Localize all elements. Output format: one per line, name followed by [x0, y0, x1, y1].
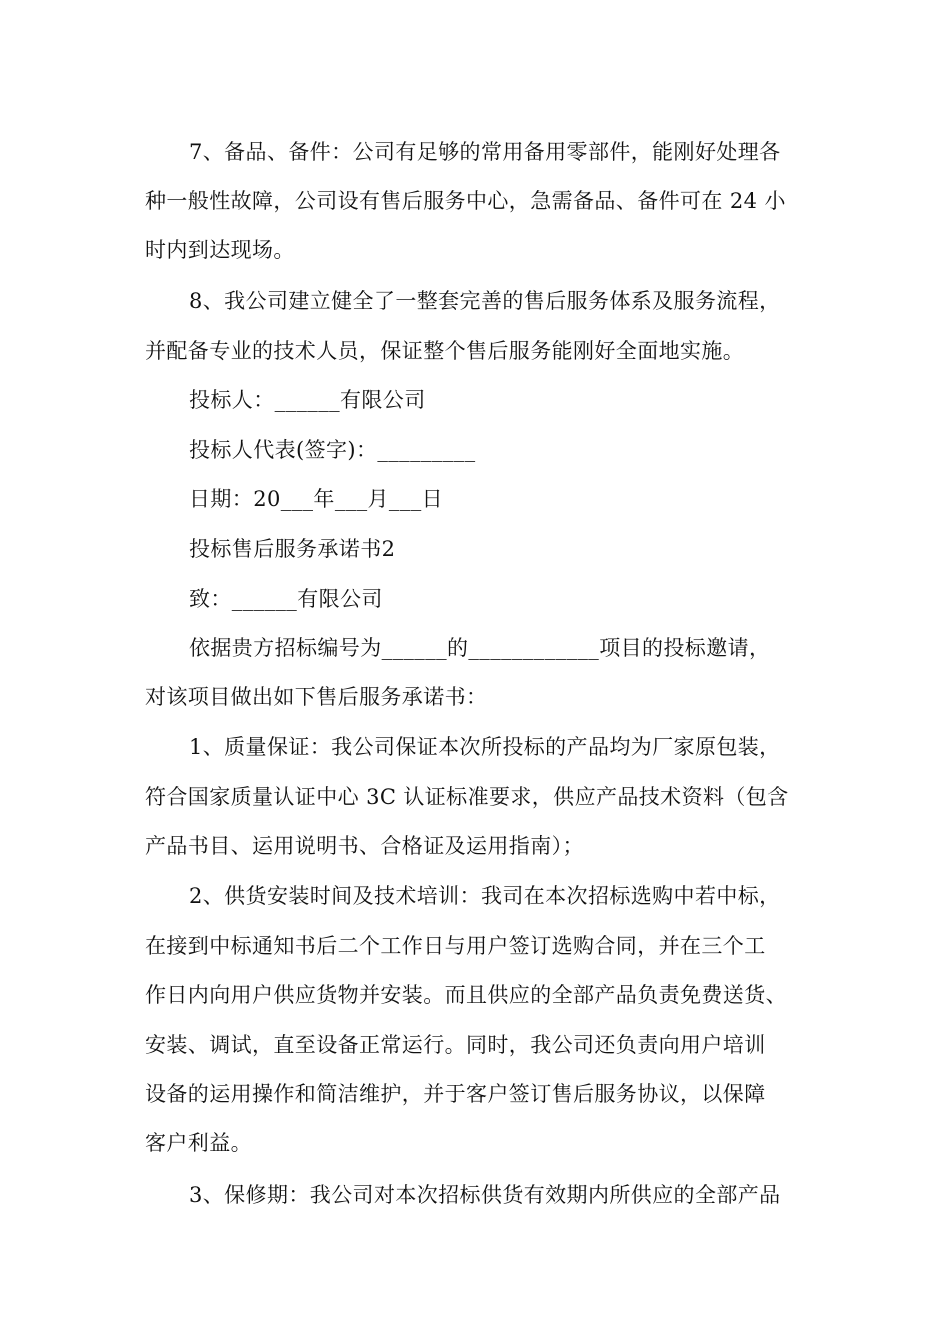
- paragraph-2-line-5: 设备的运用操作和简洁维护，并于客户签订售后服务协议，以保障: [145, 1082, 766, 1106]
- bidder-representative-line: 投标人代表(签字)：_________: [189, 438, 476, 462]
- paragraph-1-line-3: 产品书目、运用说明书、合格证及运用指南）；: [145, 834, 584, 858]
- bidder-line: 投标人：______有限公司: [189, 388, 426, 412]
- paragraph-8-line-2: 并配备专业的技术人员，保证整个售后服务能刚好全面地实施。: [145, 339, 745, 363]
- date-line: 日期：20___年___月___日: [189, 487, 444, 511]
- paragraph-2-line-4: 安装、调试，直至设备正常运行。同时，我公司还负责向用户培训: [145, 1033, 766, 1057]
- paragraph-7-line-3: 时内到达现场。: [145, 238, 295, 262]
- paragraph-2-line-2: 在接到中标通知书后二个工作日与用户签订选购合同，并在三个工: [145, 934, 766, 958]
- paragraph-2-line-6: 客户利益。: [145, 1131, 252, 1155]
- paragraph-7-line-1: 7、备品、备件：公司有足够的常用备用零部件，能刚好处理各: [189, 140, 781, 164]
- paragraph-3-line-1: 3、保修期：我公司对本次招标供货有效期内所供应的全部产品: [189, 1183, 781, 1207]
- intro-line-1: 依据贵方招标编号为______的____________项目的投标邀请，: [189, 636, 771, 660]
- paragraph-1-line-2: 符合国家质量认证中心 3C 认证标准要求，供应产品技术资料（包含: [145, 785, 789, 809]
- paragraph-2-line-3: 作日内向用户供应货物并安装。而且供应的全部产品负责免费送货、: [145, 983, 787, 1007]
- intro-line-2: 对该项目做出如下售后服务承诺书：: [145, 685, 488, 709]
- addressee-line: 致：______有限公司: [189, 587, 383, 611]
- paragraph-7-line-2: 种一般性故障，公司设有售后服务中心，急需备品、备件可在 24 小: [145, 189, 786, 213]
- paragraph-2-line-1: 2、供货安装时间及技术培训：我司在本次招标选购中若中标，: [189, 884, 781, 908]
- section-title: 投标售后服务承诺书2: [189, 537, 396, 561]
- paragraph-8-line-1: 8、我公司建立健全了一整套完善的售后服务体系及服务流程，: [189, 289, 781, 313]
- paragraph-1-line-1: 1、质量保证：我公司保证本次所投标的产品均为厂家原包装，: [189, 735, 781, 759]
